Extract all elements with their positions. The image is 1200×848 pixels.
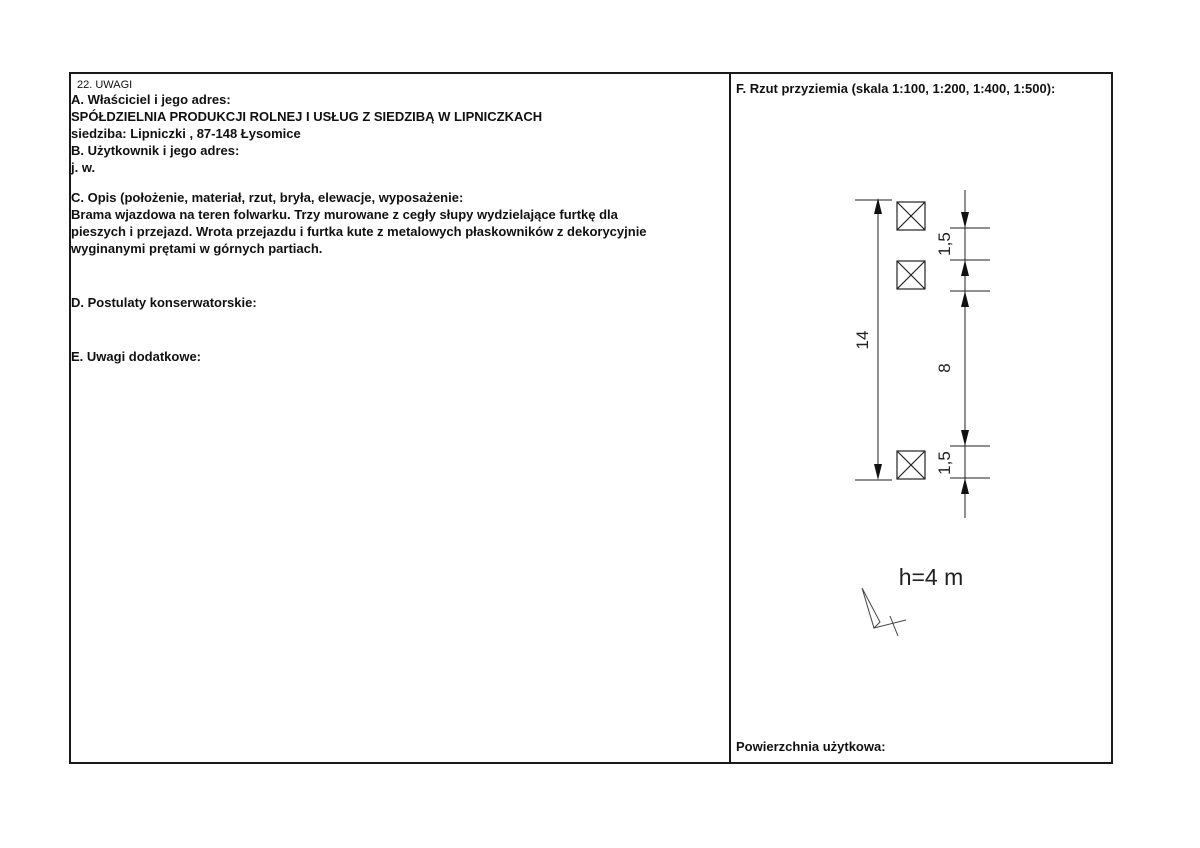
owner-seat: siedziba: Lipniczki , 87-148 Łysomice [71, 126, 301, 141]
opening-dimension: 8 [935, 363, 954, 373]
description-line: wyginanymi prętami w górnych partiach. [71, 241, 323, 256]
postulates-heading: D. Postulaty konserwatorskie: [71, 295, 257, 310]
user-value: j. w. [71, 160, 96, 175]
remarks-panel [71, 79, 726, 365]
owner-name: SPÓŁDZIELNIA PRODUKCJI ROLNEJ I USŁUG Z SIEDZIBĄ W LIPNICZKACH [71, 109, 543, 124]
height-label: h=4 m [898, 564, 964, 590]
remarks-heading: E. Uwagi dodatkowe: [71, 349, 202, 364]
usable-area-label: Powierzchnia użytkowa: [736, 739, 886, 754]
user-heading: B. Użytkownik i jego adres: [71, 143, 240, 158]
arrow-icon [961, 260, 969, 276]
pier-bottom [897, 451, 925, 479]
pier-dimension-top: 1,5 [935, 232, 954, 256]
description-line: pieszych i przejazd. Wrota przejazdu i furtka kute z metalowych płaskowników z dekorycyjnie [71, 224, 647, 239]
arrow-icon [961, 430, 969, 446]
arrow-icon [874, 464, 882, 480]
arrow-icon [961, 478, 969, 494]
pier-dimension-bottom: 1,5 [935, 451, 954, 475]
section-number: 22. UWAGI [77, 79, 133, 91]
owner-heading: A. Właściciel i jego adres: [71, 92, 231, 107]
ground-plan-drawing [731, 170, 1101, 650]
description-line: Brama wjazdowa na teren folwarku. Trzy murowane z cegły słupy wydzielające furtkę dla [71, 207, 618, 222]
dimension-arrows [874, 198, 969, 494]
arrow-icon [961, 291, 969, 307]
description-heading: C. Opis (położenie, materiał, rzut, bryła, elewacje, wyposażenie: [71, 190, 464, 205]
arrow-icon [961, 212, 969, 228]
pier-top [897, 202, 925, 230]
north-arrow-icon [862, 588, 906, 636]
pier-middle [897, 261, 925, 289]
plan-heading: F. Rzut przyziemia (skala 1:100, 1:200, 1:400, 1:500): [736, 81, 1056, 96]
total-dimension-label: 14 [853, 330, 872, 350]
